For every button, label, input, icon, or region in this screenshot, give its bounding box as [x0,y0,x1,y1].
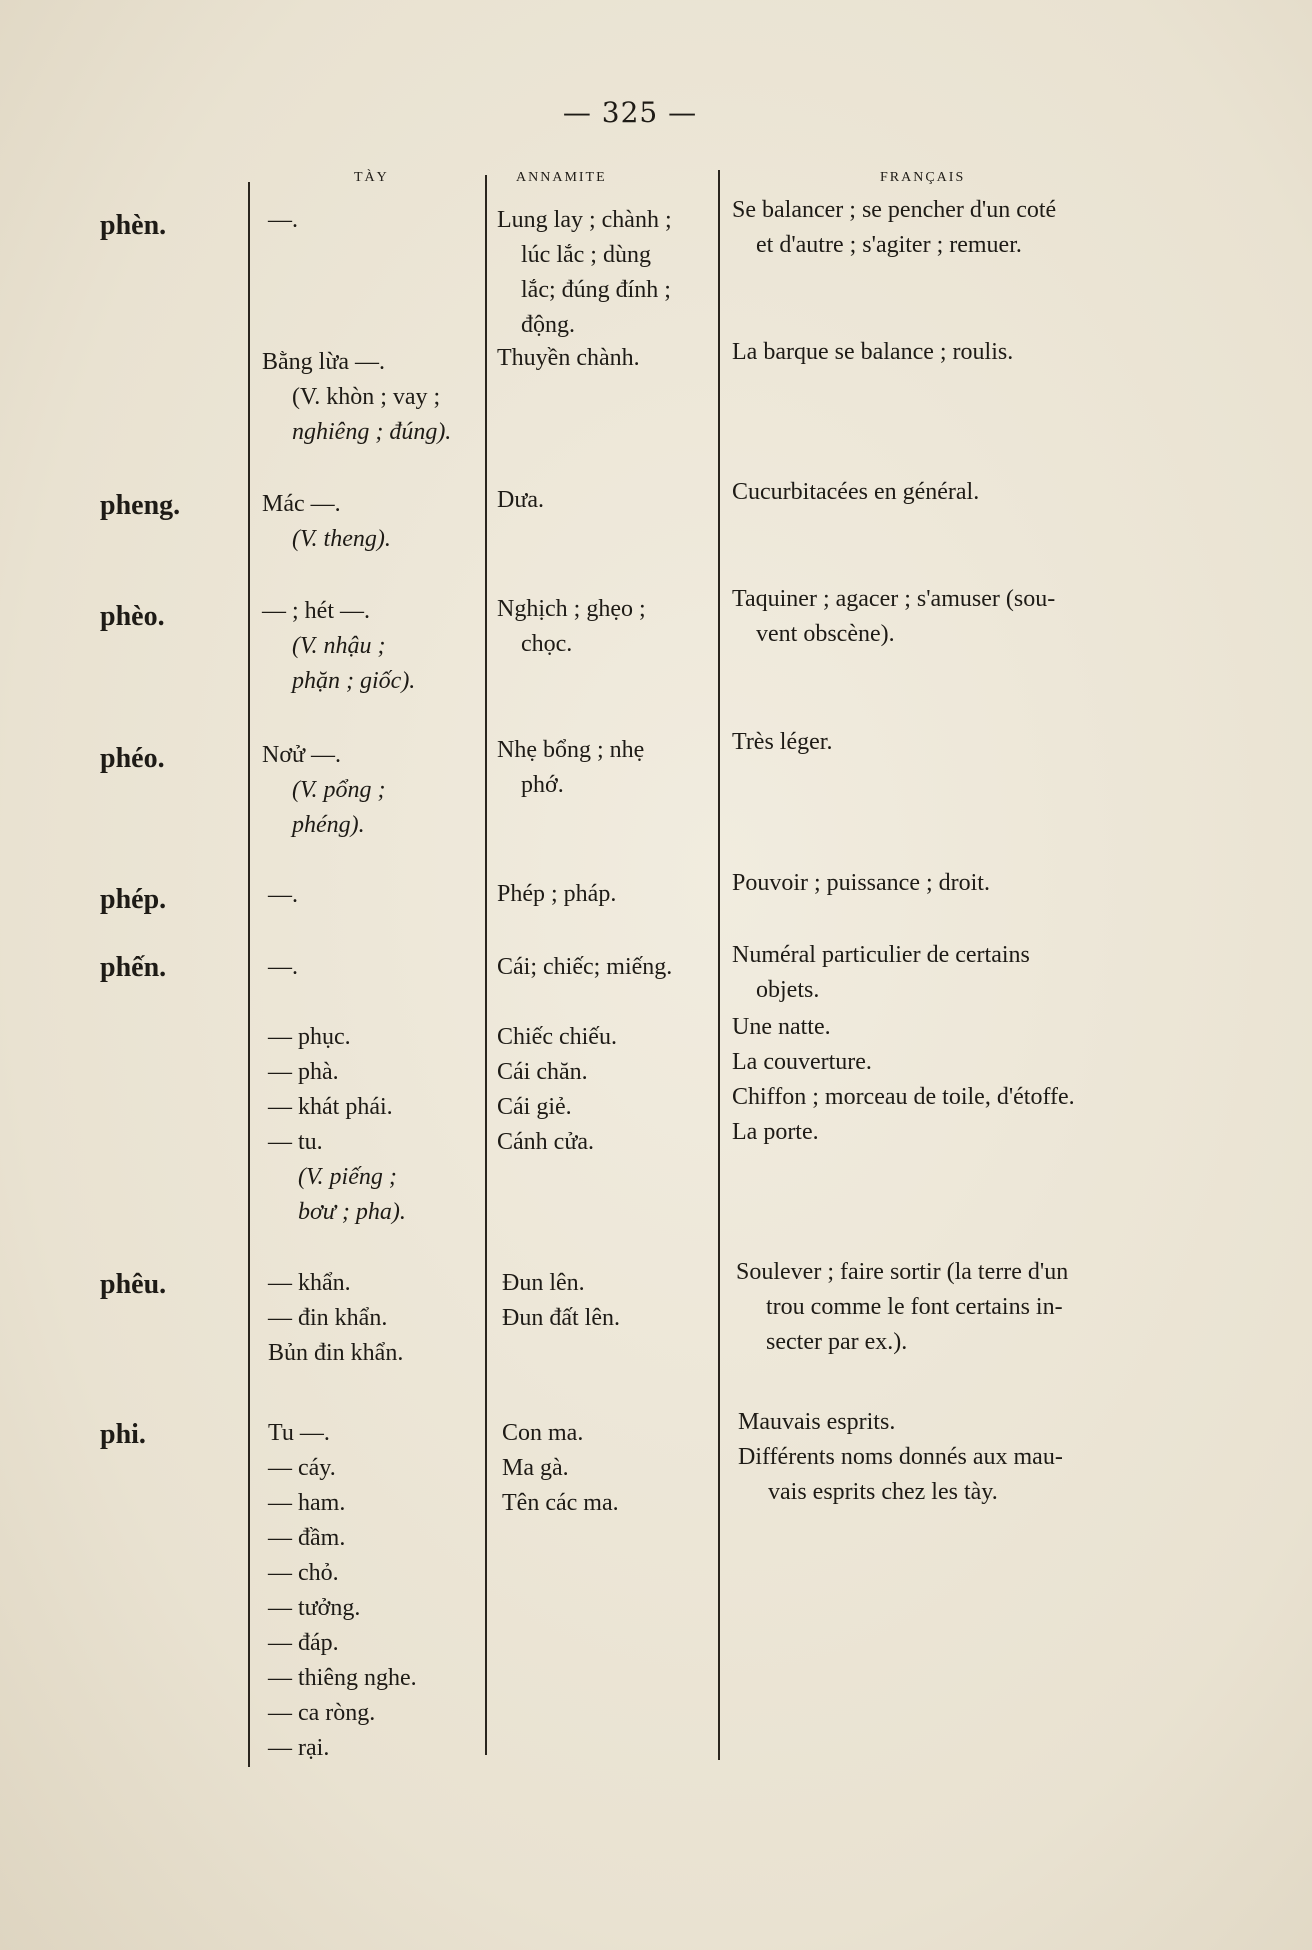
entry-tay: —. [268,207,298,233]
entry-francais: Soulever ; faire sortir (la terre d'un trou comme le font certains in- secter par ex.). [736,1259,1069,1355]
entry-annamite: Lung lay ; chành ; lúc lắc ; dùng lắc; đúng đính ; động. [497,207,672,338]
entry-tay: — ; hét —. (V. nhậu ; phặn ; giốc). [262,598,416,694]
entry-annamite: Con ma. Ma gà. Tên các ma. [502,1420,619,1516]
entry-francais: Pouvoir ; puissance ; droit. [732,870,990,896]
entry-tay: — phục. — phà. — khát phái. — tu. (V. piếng ; bơư ; pha). [268,1024,406,1225]
entry-tay: — khẩn. — đin khẩn. Bủn đin khẩn. [268,1270,404,1366]
entry-tay: Tu —. — cáy. — ham. — đầm. — chỏ. — tưởng. — đáp. — thiêng nghe. — ca ròng. — rại. [268,1420,417,1761]
entry-francais: Mauvais esprits. Différents noms donnés aux mau- vais esprits chez les tày. [738,1409,1063,1505]
entry-annamite: Phép ; pháp. [497,881,617,907]
column-header-tay: TÀY [354,170,389,185]
entry-francais: Taquiner ; agacer ; s'amuser (sou- vent obscène). [732,586,1056,647]
entry-annamite: Chiếc chiếu. Cái chăn. Cái giẻ. Cánh cửa. [497,1024,617,1155]
column-rule-right [718,170,720,1760]
column-header-francais: FRANÇAIS [880,170,966,185]
entry-francais: La barque se balance ; roulis. [732,339,1014,365]
entry-tay: —. [268,954,298,980]
entry-headword: phêu. [100,1269,167,1300]
entry-tay: Mác —. (V. theng). [262,491,391,552]
entry-headword: phi. [100,1419,146,1450]
entry-headword: phéo. [100,743,165,774]
entry-headword: phèn. [100,210,167,241]
entry-headword: phép. [100,884,167,915]
entry-tay: Nơử —. (V. pổng ; phéng). [262,742,386,838]
column-header-annamite: ANNAMITE [516,170,607,185]
entry-annamite: Đun lên. Đun đất lên. [502,1270,620,1331]
entry-francais: Cucurbitacées en général. [732,479,980,505]
column-rule-left [248,182,250,1767]
entry-tay: —. [268,882,298,908]
entry-headword: pheng. [100,490,181,521]
entry-annamite: Nghịch ; ghẹo ; chọc. [497,596,646,657]
entry-annamite: Cái; chiếc; miếng. [497,954,673,980]
entry-annamite: Thuyền chành. [497,345,640,371]
entry-francais: Se balancer ; se pencher d'un coté et d'autre ; s'agiter ; remuer. [732,197,1057,258]
entry-francais: Très léger. [732,729,833,755]
entry-francais: Numéral particulier de certains objets. [732,942,1030,1003]
entry-tay: Bằng lừa —. (V. khòn ; vay ; nghiêng ; đúng). [262,349,452,445]
entry-headword: phèo. [100,601,165,632]
column-rule-middle [485,175,487,1755]
entry-francais: Une natte. La couverture. Chiffon ; morceau de toile, d'étoffe. La porte. [732,1014,1075,1145]
entry-annamite: Nhẹ bổng ; nhẹ phớ. [497,737,645,798]
entry-headword: phến. [100,952,167,983]
entry-annamite: Dưa. [497,487,544,513]
page-number: — 325 — [562,96,698,129]
